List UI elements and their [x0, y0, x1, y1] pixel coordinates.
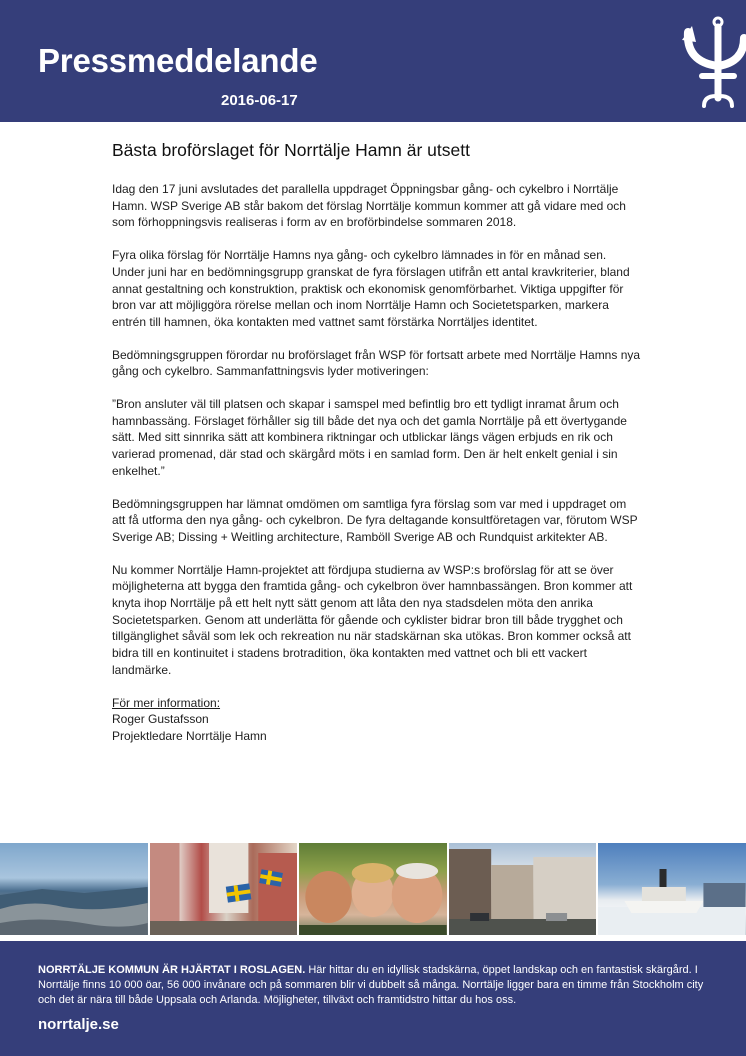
contact-name: Roger Gustafsson [112, 712, 209, 727]
header-title: Pressmeddelande [38, 42, 318, 79]
photo-town-street-flags [150, 843, 298, 935]
release-date: 2016-06-17 [221, 92, 298, 109]
article-headline: Bästa broförslaget för Norrtälje Hamn är utsett [112, 140, 470, 160]
contact-heading: För mer information: [112, 695, 221, 710]
footer [0, 941, 746, 1056]
anchor-icon [682, 16, 746, 110]
paragraph-participants: Bedömningsgruppen har lämnat omdömen om samtliga fyra förslag som var med i uppdraget om att få utforma den nya gång- och cykelbron. De fyra deltagande konsultföretagen var, förutom WSP Sverige AB; Dissing + Weitling architecture, Ramböll Sverige AB och Rundquist arkitekter AB. [112, 496, 638, 544]
paragraph-next-steps: Nu kommer Norrtälje Hamn-projektet att fördjupa studierna av WSP:s broförslag för att se över möjligheterna att bygga den framtida gång- och cykelbron över hamnbassängen. Bron kommer att knyta ihop Norrtälje på ett helt nytt sätt genom att låta den nya stadsdelen möta den anrika Societetsparken. Genom att underlätta för gående och cyklister bidrar bron till både trygghet och tillgänglighet såväl som lek och rekreation nu när stadskärnan ska utökas. Bron kommer också att bidra till en kontinuitet i stadens brotradition, öka kontakten med vattnet och bli ett vackert landmärke. [112, 562, 633, 677]
press-release-header [0, 0, 746, 122]
paragraph-quote: ”Bron ansluter väl till platsen och skapar i samspel med befintlig bro ett tydligt inramat årum och hamnbassäng. Förslaget förhåller sig till både det nya och det gamla Norrtälje på ett övertygande sätt. Med sitt sinnrika sätt att kombinera riktningar och utblickar längs vägen erbjuds en rik och varierad promenad, där stad och skärgård möts i en samlad form. Den är helt enkelt genial i sin enkelhet.” [112, 397, 627, 478]
paragraph-intro: Idag den 17 juni avslutades det parallella uppdraget Öppningsbar gång- och cykelbro i Norrtälje Hamn. WSP Sverige AB står bakom det förslag Norrtälje kommun kommer att gå vidare med och som förhoppningsvis realiseras i form av en broförbindelse sommaren 2018. [112, 182, 626, 230]
photo-strip [0, 843, 746, 935]
contact-role: Projektledare Norrtälje Hamn [112, 728, 267, 743]
article-body [112, 140, 642, 745]
footer-body: Här hittar du en idyllisk stadskärna, öppet landskap och en fantastisk skärgård. I Norrtälje finns 10 000 öar, 56 000 invånare och på sommaren blir vi dubbelt så många. Norrtälje ligger bara en timme från Stockholm city och det är nära till både Uppsala och Arlanda. Möjligheter, tillväxt och framtidstro hittar du hos oss. [38, 964, 704, 1007]
footer-description [38, 963, 718, 1009]
paragraph-proposals: Fyra olika förslag för Norrtälje Hamns nya gång- och cykelbro lämnades in för en månad sen. Under juni har en bedömningsgrupp granskat de fyra förslagen utifrån ett antal kravkriterier, bland annat gestaltning och konstruktion, praktisk och ekonomisk genomförbarhet. Viktiga uppgifter för bron var att möjliggöra rörelse mellan och inom Norrtälje Hamn och Societetsparken, markera entrén till hamnen, öka kontakten med vattnet samt förstärka Norrtäljes identitet. [112, 248, 630, 329]
photo-smiling-family [299, 843, 447, 935]
contact-block [112, 695, 642, 745]
footer-lead: NORRTÄLJE KOMMUN ÄR HJÄRTAT I ROSLAGEN. [38, 964, 306, 976]
website-link[interactable]: norrtalje.se [38, 1016, 119, 1033]
paragraph-recommendation: Bedömningsgruppen förordar nu broförslaget från WSP för fortsatt arbete med Norrtälje Hamns nya gång och cykelbro. Sammanfattningsvis lyder motiveringen: [112, 347, 641, 379]
photo-archipelago-rocks [0, 843, 148, 935]
photo-winter-steamboat [598, 843, 746, 935]
photo-harbour-buildings [449, 843, 597, 935]
